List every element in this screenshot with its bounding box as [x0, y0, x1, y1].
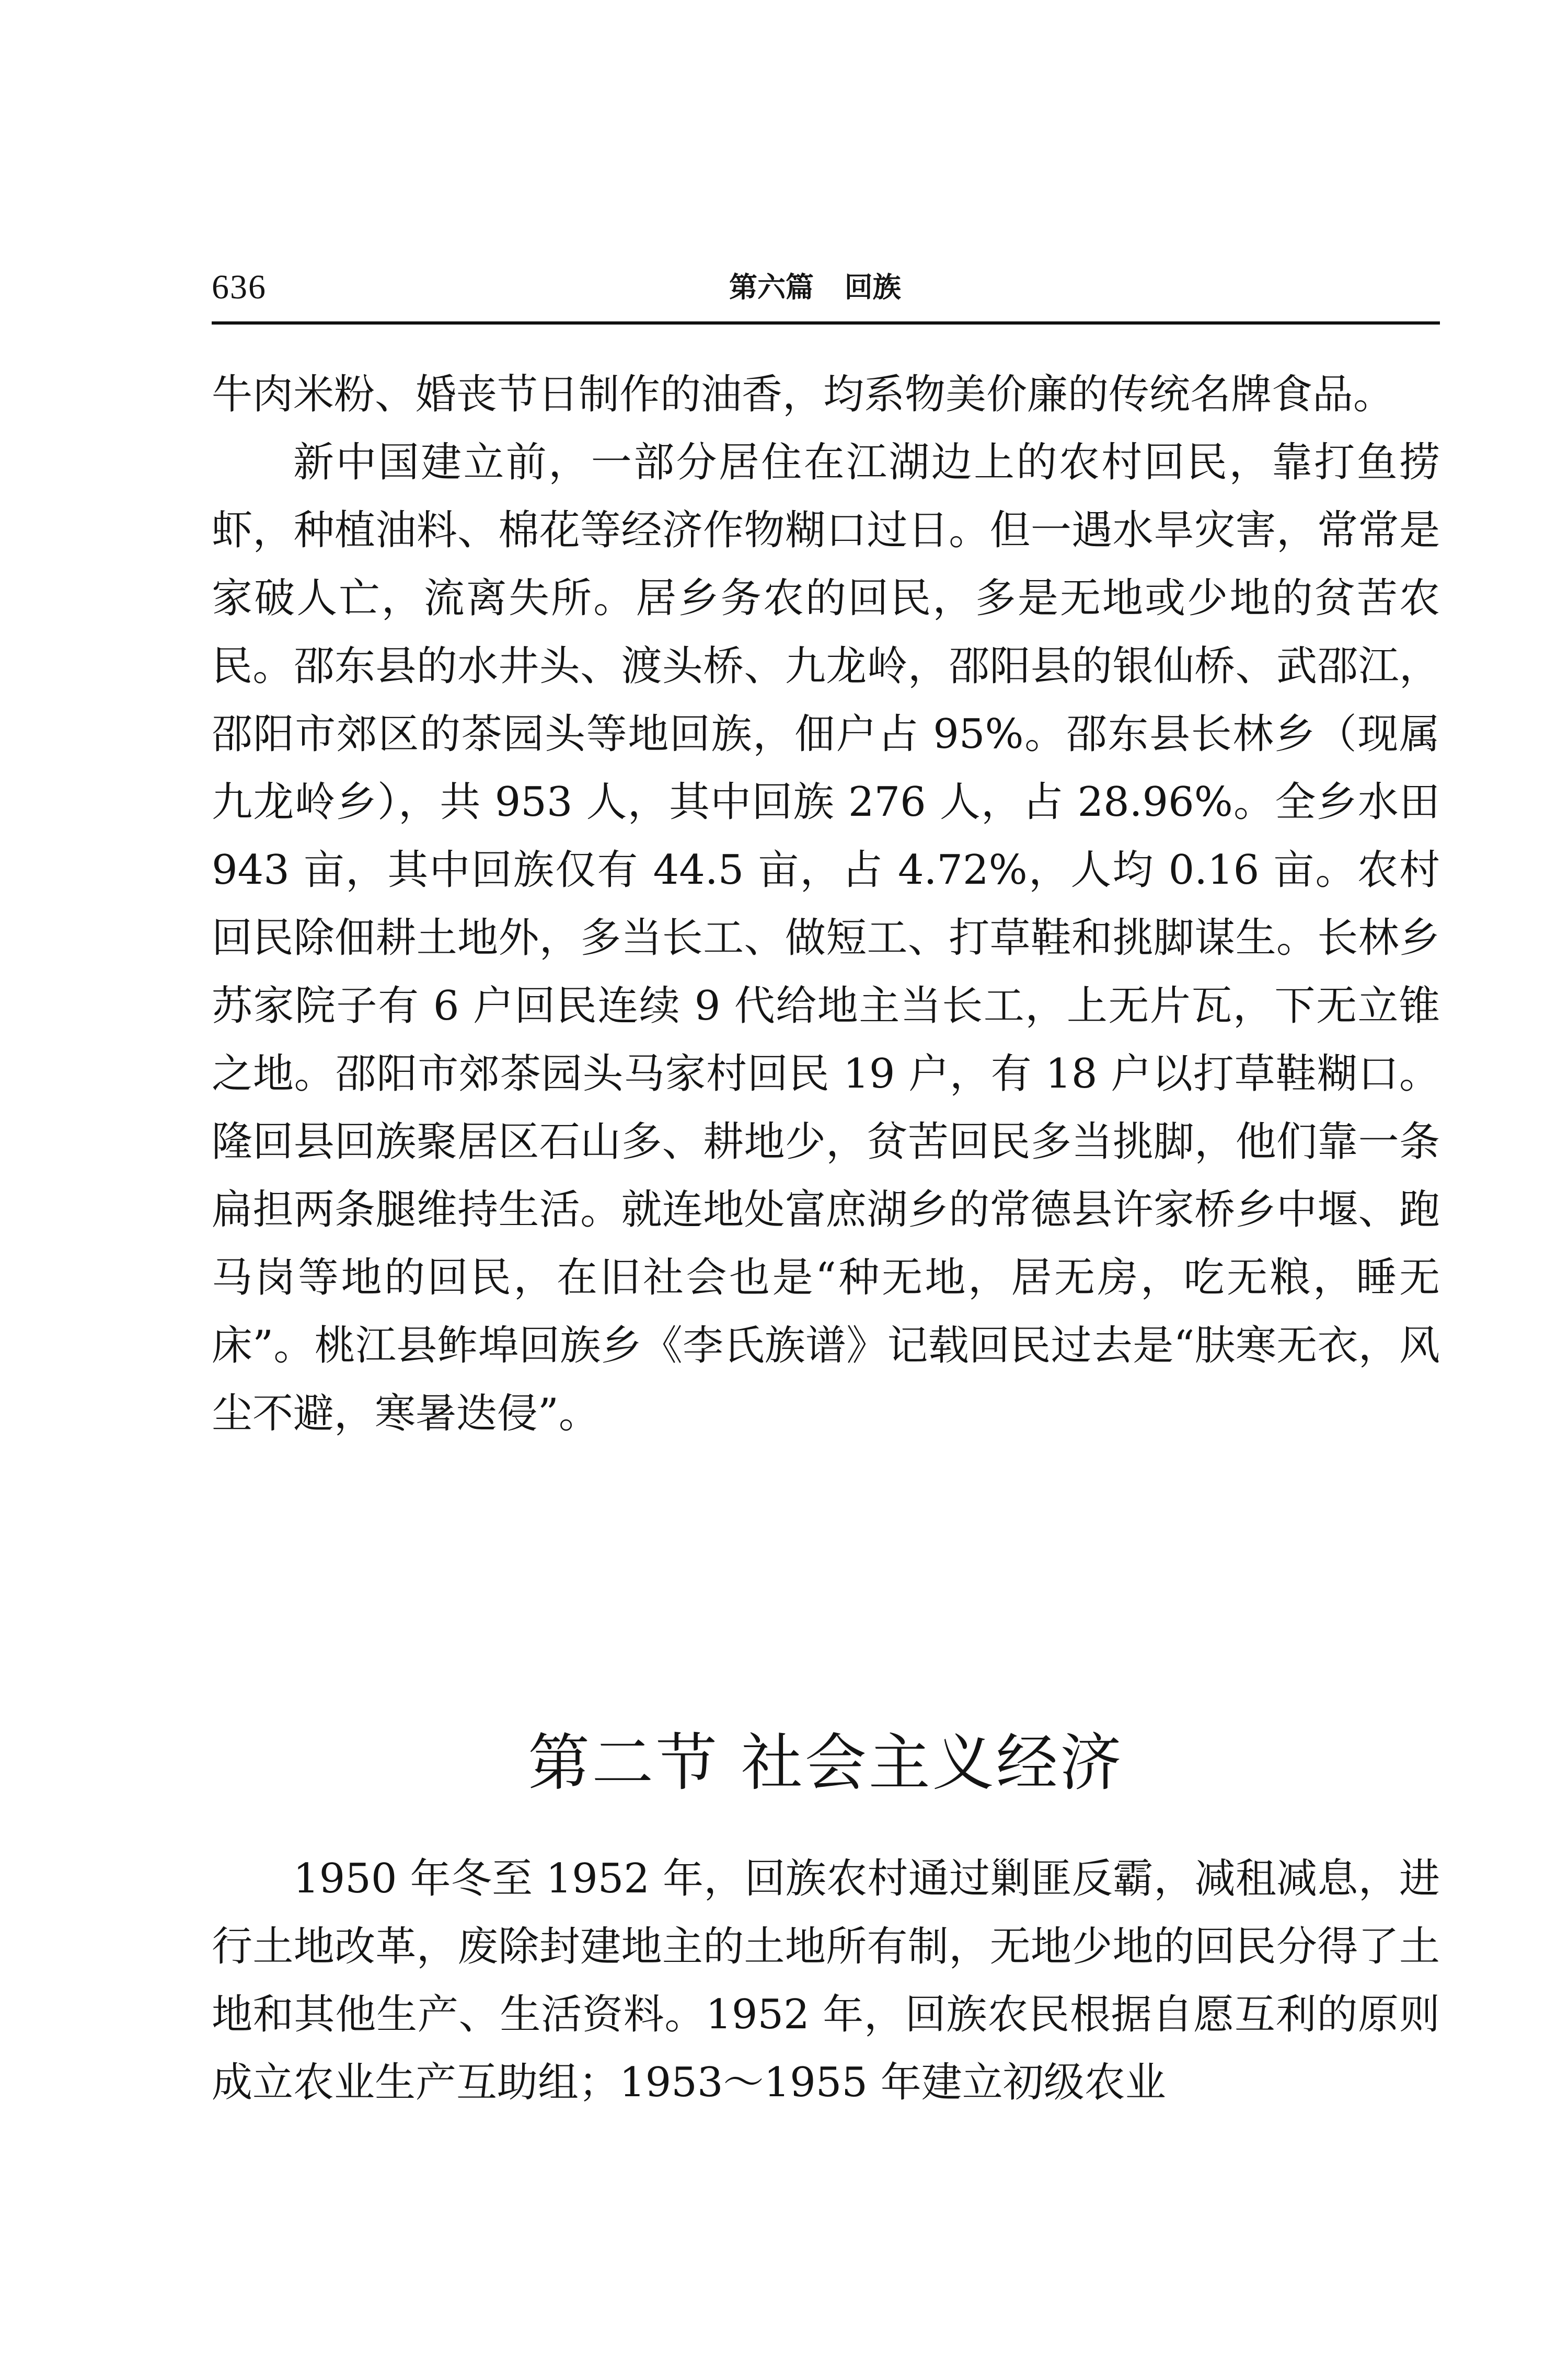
page-number: 636 [212, 268, 267, 306]
running-title: 第六篇 回族 [729, 271, 901, 304]
paragraph: 牛肉米粉、婚丧节日制作的油香，均系物美价廉的传统名牌食品。 [212, 371, 1394, 418]
paragraph: 新中国建立前，一部分居住在江湖边上的农村回民，靠打鱼捞虾，种植油料、棉花等经济作物糊口过日。但一遇水旱灾害，常常是家破人亡，流离失所。居乡务农的回民，多是无地或少地的贫苦农民。邵东县的水井头、渡头桥、九龙岭，邵阳县的银仙桥、武邵江，邵阳市郊区的茶园头等地回族，佃户占 95%。邵东县长林乡（现属九龙岭乡），共 953 人，其中回族 276 人，占 28.96%。全乡水田 943 亩，其中回族仅有 44.5 亩，占 4.72%，人均 0.16 亩。农村回民除佃耕土地外，多当长工、做短工、打草鞋和挑脚谋生。长林乡苏家院子有 6 户回民连续 9 代给地主当长工，上无片瓦，下无立锥之地。邵阳市郊茶园头马家村回民 19 户，有 18 户以打草鞋糊口。隆回县回族聚居区石山多、耕地少，贫苦回民多当挑脚，他们靠一条扁担两条腿维持生活。就连地处富庶湖乡的常德县许家桥乡中堰、跑马岗等地的回民，在旧社会也是“种无地，居无房，吃无粮，睡无床”。桃江县鲊埠回族乡《李氏族谱》记载回民过去是“肤寒无衣，风尘不避，寒暑迭侵”。 [212, 439, 1440, 1437]
paragraph: 1950 年冬至 1952 年，回族农村通过剿匪反霸，减租减息，进行土地改革，废除封建地主的土地所有制，无地少地的回民分得了土地和其他生产、生活资料。1952 年，回族农民根据自愿互利的原则成立农业生产互助组；1953～1955 年建立初级农业 [212, 1855, 1440, 2106]
header-rule [212, 321, 1440, 325]
body-text-bottom [212, 1845, 1440, 2117]
section-heading: 第二节 社会主义经济 [528, 1726, 1124, 1799]
body-text-top [212, 361, 1440, 1448]
page-header [212, 264, 1440, 311]
